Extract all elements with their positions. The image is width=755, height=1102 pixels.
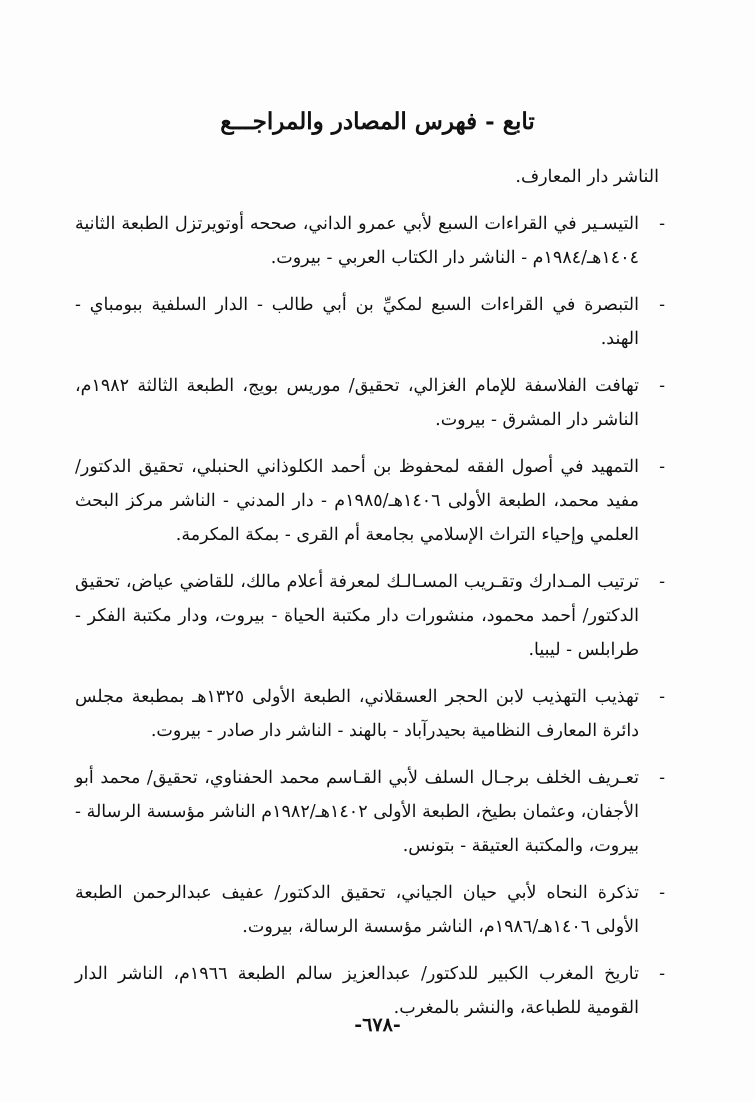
entry-text: تذكرة النحاه لأبي حيان الجياني، تحقيق الدكتور/ عفيف عبدالرحمن الطبعة الأولى ١٤٠٦هـ/١٩٨٦م، الناشر مؤسسة الرسالة، بيروت.: [75, 883, 639, 937]
bibliography-entry: [75, 761, 665, 863]
entry-dash: -: [659, 883, 665, 903]
entry-dash: -: [659, 295, 665, 315]
entry-text: تهافت الفلاسفة للإمام الغزالي، تحقيق/ موريس بويج، الطبعة الثالثة ١٩٨٢م، الناشر دار المشرق - بيروت.: [75, 376, 639, 430]
entry-dash: -: [659, 687, 665, 707]
page-number: -٦٧٨-: [354, 1014, 401, 1036]
entry-dash: -: [659, 572, 665, 592]
entry-dash: -: [659, 214, 665, 234]
bibliography-list: [75, 160, 665, 1038]
entry-text: تهذيب التهذيب لابن الحجر العسقلاني، الطبعة الأولى ١٣٢٥هـ بمطبعة مجلس دائرة المعارف النظامية بحيدرآباد - بالهند - الناشر دار صادر - بيروت.: [75, 687, 639, 741]
continuation-line: الناشر دار المعارف.: [515, 167, 659, 187]
entry-dash: -: [659, 964, 665, 984]
page-title: تابع - فهرس المصادر والمراجـــع: [220, 108, 535, 135]
bibliography-entry: [75, 565, 665, 667]
entry-dash: -: [659, 457, 665, 477]
entry-text: تاريخ المغرب الكبير للدكتور/ عبدالعزيز سالم الطبعة ١٩٦٦م، الناشر الدار القومية للطباعة، والنشر بالمغرب.: [75, 964, 639, 1018]
bibliography-entry: [75, 207, 665, 275]
bibliography-entry: [75, 369, 665, 437]
bibliography-entry: [75, 680, 665, 748]
entry-text: التيسـير في القراءات السبع لأبي عمرو الداني، صححه أوتويرتزل الطبعة الثانية ١٤٠٤هـ/١٩٨٤م - الناشر دار الكتاب العربي - بيروت.: [75, 214, 639, 268]
bibliography-entry: [75, 876, 665, 944]
entry-text: التمهيد في أصول الفقه لمحفوظ بن أحمد الكلوذاني الحنبلي، تحقيق الدكتور/ مفيد محمد، الطبعة الأولى ١٤٠٦هـ/١٩٨٥م - دار المدني - الناشر مركز البحث العلمي وإحياء التراث الإسلامي بجامعة أم القرى - بمكة المكرمة.: [75, 457, 640, 545]
bibliography-entry: [75, 288, 665, 356]
bibliography-entry: [75, 450, 665, 552]
entry-dash: -: [659, 768, 665, 788]
entry-text: ترتيب المـدارك وتقـريب المسـالـك لمعرفة أعلام مالك، للقاضي عياض، تحقيق الدكتور/ أحمد محمود، منشورات دار مكتبة الحياة - بيروت، ودار مكتبة الفكر - طرابلس - ليبيا.: [75, 572, 639, 660]
entry-text: التبصرة في القراءات السبع لمكيِّ بن أبي طالب - الدار السلفية ببومباي - الهند.: [75, 295, 639, 349]
entry-text: تعـريف الخلف برجـال السلف لأبي القـاسم محمد الحفناوي، تحقيق/ محمد أبو الأجفان، وعثمان بطيخ، الطبعة الأولى ١٤٠٢هـ/١٩٨٢م الناشر مؤسسة الرسالة - بيروت، والمكتبة العتيقة - بتونس.: [75, 768, 640, 856]
entry-dash: -: [659, 376, 665, 396]
